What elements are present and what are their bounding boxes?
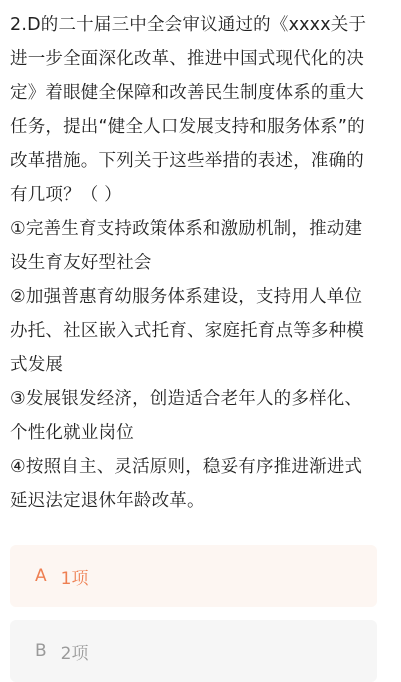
- option-a-button[interactable]: [10, 545, 377, 607]
- question-stem: [10, 0, 390, 518]
- statement-2-line: ②加强普惠育幼服务体系建设，支持用人单位: [10, 287, 363, 307]
- question-line: 有几项？（ ）: [10, 185, 122, 205]
- question-line: 进一步全面深化改革、推进中国式现代化的决: [10, 49, 364, 69]
- question-line: 2.D的二十届三中全会审议通过的《xxxx关于: [10, 15, 367, 35]
- statement-3-line: ③发展银发经济，创造适合老年人的多样化、: [10, 389, 363, 409]
- statement-4-line: ④按照自主、灵活原则，稳妥有序推进渐进式: [10, 457, 363, 477]
- statement-2-line: 式发展: [10, 355, 64, 375]
- option-b-button[interactable]: [10, 620, 377, 682]
- option-a-text: 1项: [60, 568, 89, 589]
- question-line: 任务，提出“健全人口发展支持和服务体系”的: [10, 117, 365, 137]
- statement-3-line: 个性化就业岗位: [10, 423, 134, 443]
- option-a-letter: A: [35, 566, 47, 586]
- question-line: 改革措施。下列关于这些举措的表述，准确的: [10, 151, 364, 171]
- statement-1-line: 设生育友好型社会: [10, 253, 152, 273]
- option-b-letter: B: [35, 641, 47, 661]
- question-line: 定》着眼健全保障和改善民生制度体系的重大: [10, 83, 364, 103]
- statement-4-line: 延迟法定退休年龄改革。: [10, 491, 205, 511]
- option-b-text: 2项: [60, 643, 89, 664]
- statement-1-line: ①完善生育支持政策体系和激励机制，推动建: [10, 219, 363, 239]
- statement-2-line: 办托、社区嵌入式托育、家庭托育点等多种模: [10, 321, 364, 341]
